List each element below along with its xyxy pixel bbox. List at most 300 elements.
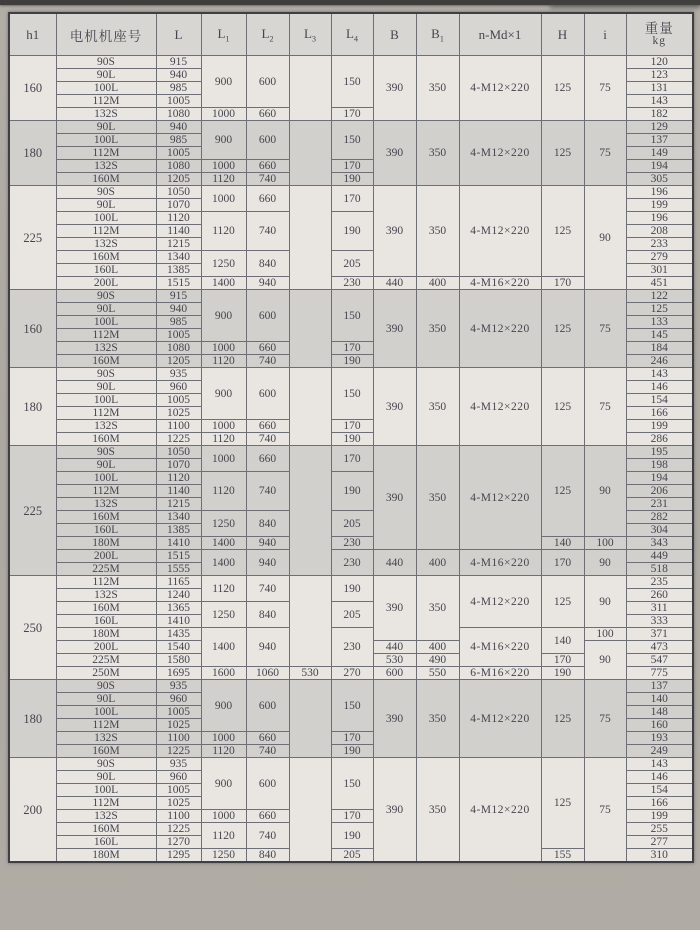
weight-cell: 305 — [626, 173, 693, 186]
L1-cell: 1000 — [201, 732, 246, 745]
L2-cell: 600 — [246, 290, 289, 342]
L2-cell: 600 — [246, 121, 289, 160]
frame-cell: 160L — [56, 524, 156, 537]
i-cell: 90 — [584, 446, 626, 537]
L-cell: 940 — [156, 303, 201, 316]
L-cell: 940 — [156, 121, 201, 134]
L-cell: 960 — [156, 693, 201, 706]
H-cell: 125 — [541, 56, 584, 121]
L3-cell — [289, 56, 331, 121]
L4-cell: 230 — [331, 628, 373, 667]
h1-cell: 180 — [9, 121, 56, 186]
weight-cell: 333 — [626, 615, 693, 628]
L2-cell: 840 — [246, 511, 289, 537]
weight-cell: 146 — [626, 381, 693, 394]
L1-cell: 1250 — [201, 602, 246, 628]
L-cell: 1540 — [156, 641, 201, 654]
L-cell: 1005 — [156, 95, 201, 108]
weight-cell: 140 — [626, 693, 693, 706]
L1-cell: 1400 — [201, 550, 246, 576]
L1-cell: 1120 — [201, 173, 246, 186]
H-cell: 155 — [541, 849, 584, 863]
L-cell: 1385 — [156, 264, 201, 277]
weight-cell: 166 — [626, 797, 693, 810]
weight-cell: 260 — [626, 589, 693, 602]
L-cell: 1050 — [156, 446, 201, 459]
L4-cell: 170 — [331, 108, 373, 121]
H-cell: 125 — [541, 758, 584, 849]
L-cell: 1005 — [156, 706, 201, 719]
B1-cell: 490 — [416, 654, 459, 667]
B-cell: 390 — [373, 758, 416, 863]
weight-cell: 195 — [626, 446, 693, 459]
L1-cell: 1120 — [201, 433, 246, 446]
table-row — [9, 550, 693, 563]
L2-cell: 600 — [246, 56, 289, 108]
L-cell: 1515 — [156, 277, 201, 290]
L-cell: 1385 — [156, 524, 201, 537]
L3-cell — [289, 368, 331, 446]
table-row — [9, 758, 693, 771]
L1-cell: 900 — [201, 290, 246, 342]
L1-cell: 1120 — [201, 355, 246, 368]
H-cell: 170 — [541, 277, 584, 290]
L4-cell: 150 — [331, 290, 373, 342]
L-cell: 1205 — [156, 355, 201, 368]
L1-cell: 1000 — [201, 186, 246, 212]
table-row — [9, 121, 693, 134]
B-cell: 440 — [373, 550, 416, 576]
frame-cell: 200L — [56, 550, 156, 563]
weight-cell: 194 — [626, 472, 693, 485]
frame-cell: 132S — [56, 732, 156, 745]
B1-cell: 350 — [416, 186, 459, 277]
L1-cell: 1000 — [201, 810, 246, 823]
weight-cell: 286 — [626, 433, 693, 446]
L-cell: 1215 — [156, 238, 201, 251]
L4-cell: 150 — [331, 56, 373, 108]
frame-cell: 90L — [56, 459, 156, 472]
L1-cell: 1120 — [201, 212, 246, 251]
weight-cell: 137 — [626, 134, 693, 147]
H-cell: 125 — [541, 290, 584, 368]
L2-cell: 740 — [246, 823, 289, 849]
table-row — [9, 680, 693, 693]
L1-cell: 900 — [201, 56, 246, 108]
weight-cell: 120 — [626, 56, 693, 69]
frame-cell: 160M — [56, 433, 156, 446]
B-cell: 390 — [373, 446, 416, 550]
L3-cell — [289, 121, 331, 186]
weight-cell: 249 — [626, 745, 693, 758]
h1-cell: 250 — [9, 576, 56, 680]
L2-cell: 600 — [246, 368, 289, 420]
B1-cell: 350 — [416, 290, 459, 368]
L-cell: 915 — [156, 290, 201, 303]
L1-cell: 900 — [201, 680, 246, 732]
weight-cell: 166 — [626, 407, 693, 420]
L3-cell — [289, 680, 331, 758]
L4-cell: 170 — [331, 160, 373, 173]
L-cell: 1225 — [156, 745, 201, 758]
frame-cell: 112M — [56, 797, 156, 810]
L4-cell: 170 — [331, 446, 373, 472]
L-cell: 1005 — [156, 329, 201, 342]
L1-cell: 1120 — [201, 745, 246, 758]
L-cell: 1295 — [156, 849, 201, 863]
h1-cell: 225 — [9, 446, 56, 576]
frame-cell: 132S — [56, 108, 156, 121]
nMd-cell: 4-M12×220 — [459, 680, 541, 758]
B1-cell: 350 — [416, 56, 459, 121]
nMd-cell: 4-M12×220 — [459, 56, 541, 121]
L-cell: 1165 — [156, 576, 201, 589]
frame-cell: 90L — [56, 69, 156, 82]
weight-cell: 277 — [626, 836, 693, 849]
frame-cell: 90L — [56, 381, 156, 394]
L4-cell: 230 — [331, 550, 373, 576]
table-row — [9, 628, 693, 641]
L-cell: 935 — [156, 680, 201, 693]
table-row — [9, 576, 693, 589]
L-cell: 1140 — [156, 485, 201, 498]
L-cell: 1080 — [156, 108, 201, 121]
L2-cell: 660 — [246, 446, 289, 472]
table-row — [9, 446, 693, 459]
L1-cell: 1000 — [201, 420, 246, 433]
weight-cell: 129 — [626, 121, 693, 134]
L1-cell: 1000 — [201, 160, 246, 173]
weight-cell: 371 — [626, 628, 693, 641]
i-cell: 75 — [584, 121, 626, 186]
nMd-cell: 4-M12×220 — [459, 576, 541, 628]
nMd-cell: 4-M16×220 — [459, 628, 541, 667]
L-cell: 1120 — [156, 472, 201, 485]
L-cell: 1410 — [156, 537, 201, 550]
H-cell: 125 — [541, 186, 584, 277]
L4-cell: 270 — [331, 667, 373, 680]
col-header-nMd: n-Md×1 — [459, 13, 541, 56]
L-cell: 935 — [156, 758, 201, 771]
weight-cell: 343 — [626, 537, 693, 550]
B-cell: 390 — [373, 56, 416, 121]
table-header — [9, 13, 693, 56]
frame-cell: 180M — [56, 628, 156, 641]
weight-cell: 148 — [626, 706, 693, 719]
frame-cell: 112M — [56, 576, 156, 589]
col-header-L: L — [156, 13, 201, 56]
weight-cell: 449 — [626, 550, 693, 563]
L2-cell: 600 — [246, 758, 289, 810]
L-cell: 1070 — [156, 199, 201, 212]
L2-cell: 740 — [246, 173, 289, 186]
frame-cell: 132S — [56, 810, 156, 823]
L-cell: 1100 — [156, 732, 201, 745]
weight-cell: 123 — [626, 69, 693, 82]
L-cell: 985 — [156, 82, 201, 95]
weight-cell: 518 — [626, 563, 693, 576]
i-cell: 90 — [584, 186, 626, 290]
L2-cell: 660 — [246, 160, 289, 173]
scan-corner-smudge — [550, 2, 700, 9]
L1-cell: 900 — [201, 368, 246, 420]
h1-cell: 160 — [9, 290, 56, 368]
L4-cell: 230 — [331, 277, 373, 290]
L-cell: 1205 — [156, 173, 201, 186]
motor-dimension-table — [8, 12, 694, 863]
h1-cell: 180 — [9, 680, 56, 758]
weight-cell: 154 — [626, 784, 693, 797]
L2-cell: 740 — [246, 355, 289, 368]
weight-cell: 235 — [626, 576, 693, 589]
frame-cell: 200L — [56, 277, 156, 290]
frame-cell: 90L — [56, 121, 156, 134]
L-cell: 1270 — [156, 836, 201, 849]
L-cell: 1225 — [156, 433, 201, 446]
B1-cell: 350 — [416, 121, 459, 186]
i-cell: 75 — [584, 758, 626, 863]
frame-cell: 90L — [56, 771, 156, 784]
H-cell: 125 — [541, 680, 584, 758]
B1-cell: 350 — [416, 576, 459, 641]
i-cell: 90 — [584, 641, 626, 680]
subscript: 2 — [269, 34, 274, 44]
frame-cell: 225M — [56, 563, 156, 576]
frame-cell: 90S — [56, 446, 156, 459]
i-cell: 100 — [584, 628, 626, 641]
weight-cell: 279 — [626, 251, 693, 264]
nMd-cell: 4-M16×220 — [459, 550, 541, 576]
B1-cell: 350 — [416, 680, 459, 758]
L-cell: 1005 — [156, 394, 201, 407]
weight-cell: 194 — [626, 160, 693, 173]
L1-cell: 1600 — [201, 667, 246, 680]
L1-cell: 1000 — [201, 342, 246, 355]
L-cell: 1025 — [156, 719, 201, 732]
i-cell: 75 — [584, 680, 626, 758]
B1-cell: 350 — [416, 758, 459, 863]
L-cell: 1070 — [156, 459, 201, 472]
B-cell: 390 — [373, 121, 416, 186]
subscript: 4 — [353, 34, 358, 44]
L1-cell: 1250 — [201, 251, 246, 277]
frame-cell: 90S — [56, 680, 156, 693]
frame-cell: 112M — [56, 225, 156, 238]
L2-cell: 840 — [246, 251, 289, 277]
L1-cell: 900 — [201, 121, 246, 160]
L4-cell: 190 — [331, 433, 373, 446]
B-cell: 390 — [373, 186, 416, 277]
L-cell: 985 — [156, 316, 201, 329]
col-header-i: i — [584, 13, 626, 56]
frame-cell: 160M — [56, 511, 156, 524]
weight-cell: 199 — [626, 810, 693, 823]
L3-cell — [289, 758, 331, 863]
L-cell: 1365 — [156, 602, 201, 615]
frame-cell: 100L — [56, 82, 156, 95]
nMd-cell: 4-M12×220 — [459, 758, 541, 863]
col-header-H: H — [541, 13, 584, 56]
frame-cell: 90L — [56, 199, 156, 212]
frame-cell: 180M — [56, 849, 156, 863]
L4-cell: 190 — [331, 355, 373, 368]
h1-cell: 225 — [9, 186, 56, 290]
frame-cell: 100L — [56, 706, 156, 719]
L4-cell: 170 — [331, 732, 373, 745]
L-cell: 1050 — [156, 186, 201, 199]
frame-cell: 90S — [56, 368, 156, 381]
nMd-cell: 4-M16×220 — [459, 277, 541, 290]
col-header-L4: $L_4$ — [331, 13, 373, 56]
col-header-weight: 重量 kg — [626, 13, 693, 56]
frame-cell: 132S — [56, 160, 156, 173]
L-cell: 1215 — [156, 498, 201, 511]
H-cell: 140 — [541, 628, 584, 654]
L2-cell: 740 — [246, 472, 289, 511]
frame-cell: 100L — [56, 472, 156, 485]
L-cell: 1080 — [156, 160, 201, 173]
weight-cell: 143 — [626, 95, 693, 108]
L1-cell: 1250 — [201, 849, 246, 863]
weight-cell: 143 — [626, 368, 693, 381]
weight-cell: 199 — [626, 199, 693, 212]
frame-cell: 100L — [56, 394, 156, 407]
H-cell: 190 — [541, 667, 584, 680]
H-cell: 140 — [541, 537, 584, 550]
L-cell: 1340 — [156, 511, 201, 524]
col-header-L1: $L_1$ — [201, 13, 246, 56]
frame-cell: 160L — [56, 615, 156, 628]
L-cell: 1580 — [156, 654, 201, 667]
L4-cell: 170 — [331, 420, 373, 433]
L1-cell: 1120 — [201, 576, 246, 602]
subscript: 3 — [311, 34, 316, 44]
h1-cell: 200 — [9, 758, 56, 863]
frame-cell: 100L — [56, 134, 156, 147]
L-cell: 1025 — [156, 797, 201, 810]
L-cell: 1555 — [156, 563, 201, 576]
L2-cell: 660 — [246, 420, 289, 433]
table-row — [9, 186, 693, 199]
frame-cell: 112M — [56, 147, 156, 160]
B-cell: 530 — [373, 654, 416, 667]
L2-cell: 940 — [246, 537, 289, 550]
L3-cell — [289, 576, 331, 667]
frame-cell: 160M — [56, 823, 156, 836]
L2-cell: 840 — [246, 602, 289, 628]
L1-cell: 1400 — [201, 277, 246, 290]
L4-cell: 190 — [331, 745, 373, 758]
i-cell: 75 — [584, 56, 626, 121]
L2-cell: 940 — [246, 550, 289, 576]
H-cell: 125 — [541, 368, 584, 446]
weight-cell: 184 — [626, 342, 693, 355]
L2-cell: 600 — [246, 680, 289, 732]
weight-cell: 233 — [626, 238, 693, 251]
L-cell: 985 — [156, 134, 201, 147]
L4-cell: 205 — [331, 849, 373, 863]
B-cell: 440 — [373, 641, 416, 654]
table-row — [9, 56, 693, 69]
L-cell: 940 — [156, 69, 201, 82]
frame-cell: 200L — [56, 641, 156, 654]
B1-cell: 400 — [416, 277, 459, 290]
weight-cell: 246 — [626, 355, 693, 368]
L2-cell: 940 — [246, 277, 289, 290]
B-cell: 390 — [373, 368, 416, 446]
nMd-cell: 4-M12×220 — [459, 368, 541, 446]
L2-cell: 660 — [246, 186, 289, 212]
weight-cell: 193 — [626, 732, 693, 745]
L-cell: 1340 — [156, 251, 201, 264]
B-cell: 440 — [373, 277, 416, 290]
L4-cell: 190 — [331, 173, 373, 186]
nMd-cell: 4-M12×220 — [459, 446, 541, 550]
L-cell: 1695 — [156, 667, 201, 680]
L-cell: 1515 — [156, 550, 201, 563]
L4-cell: 190 — [331, 212, 373, 251]
weight-cell: 160 — [626, 719, 693, 732]
L3-cell — [289, 290, 331, 368]
weight-cell: 143 — [626, 758, 693, 771]
B1-cell: 350 — [416, 368, 459, 446]
nMd-cell: 4-M12×220 — [459, 290, 541, 368]
weight-cell: 301 — [626, 264, 693, 277]
weight-cell: 473 — [626, 641, 693, 654]
L-cell: 1410 — [156, 615, 201, 628]
H-cell: 125 — [541, 576, 584, 628]
weight-cell: 122 — [626, 290, 693, 303]
i-cell: 75 — [584, 368, 626, 446]
L-cell: 1100 — [156, 420, 201, 433]
L-cell: 1225 — [156, 823, 201, 836]
L-cell: 1435 — [156, 628, 201, 641]
frame-cell: 180M — [56, 537, 156, 550]
L1-cell: 1250 — [201, 511, 246, 537]
L4-cell: 150 — [331, 121, 373, 160]
L-cell: 960 — [156, 771, 201, 784]
L4-cell: 150 — [331, 368, 373, 420]
frame-cell: 112M — [56, 485, 156, 498]
weight-cell: 125 — [626, 303, 693, 316]
weight-cell: 304 — [626, 524, 693, 537]
L3-cell: 530 — [289, 667, 331, 680]
i-cell: 90 — [584, 576, 626, 628]
weight-cell: 775 — [626, 667, 693, 680]
L-cell: 935 — [156, 368, 201, 381]
nMd-cell: 6-M16×220 — [459, 667, 541, 680]
L-cell: 1025 — [156, 407, 201, 420]
B-cell: 390 — [373, 290, 416, 368]
L4-cell: 150 — [331, 680, 373, 732]
weight-cell: 196 — [626, 186, 693, 199]
H-cell: 125 — [541, 446, 584, 537]
frame-cell: 90L — [56, 303, 156, 316]
weight-cell: 133 — [626, 316, 693, 329]
L-cell: 1240 — [156, 589, 201, 602]
H-cell: 125 — [541, 121, 584, 186]
L4-cell: 170 — [331, 810, 373, 823]
L4-cell: 205 — [331, 511, 373, 537]
H-cell: 170 — [541, 654, 584, 667]
frame-cell: 132S — [56, 342, 156, 355]
subscript: 1 — [439, 34, 444, 44]
weight-cell: 198 — [626, 459, 693, 472]
frame-cell: 132S — [56, 420, 156, 433]
L-cell: 915 — [156, 56, 201, 69]
weight-cell: 206 — [626, 485, 693, 498]
L2-cell: 660 — [246, 810, 289, 823]
